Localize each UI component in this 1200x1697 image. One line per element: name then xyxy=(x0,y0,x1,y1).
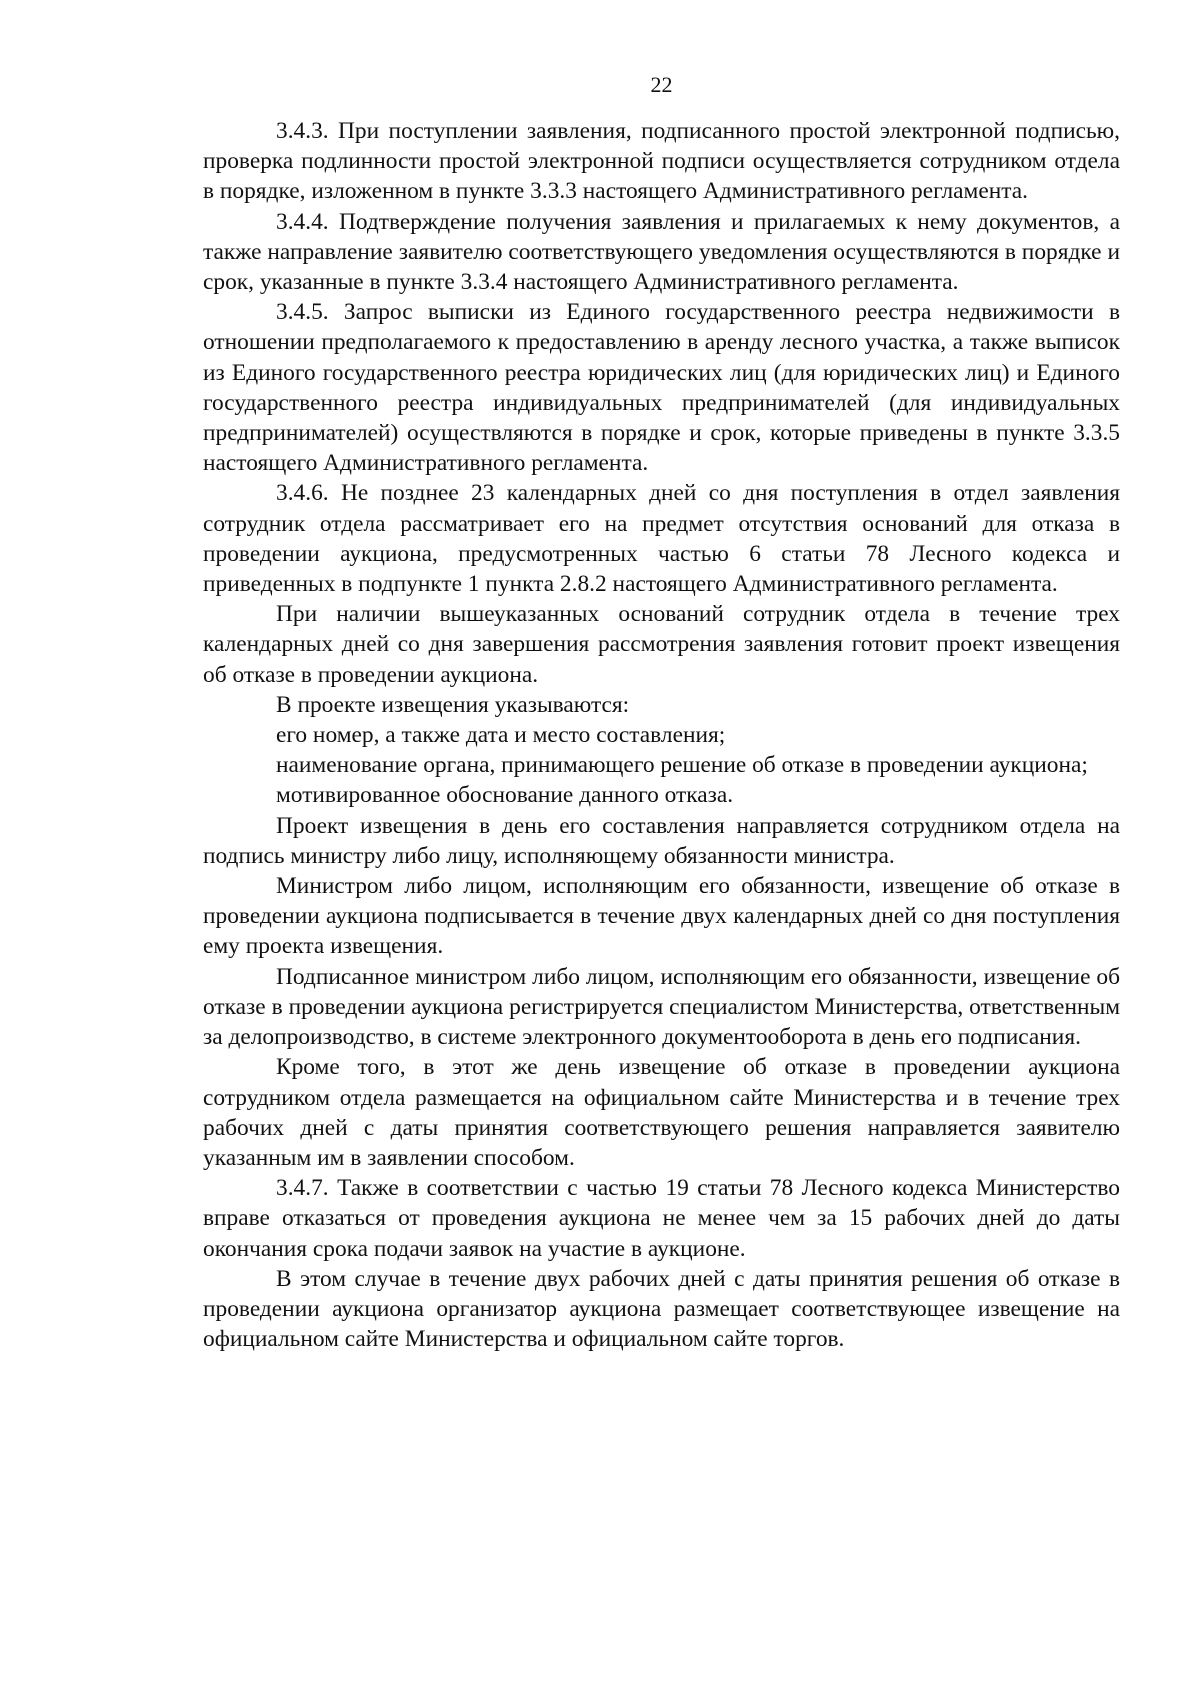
page-number: 22 xyxy=(650,72,673,97)
paragraph-publication: Кроме того, в этот же день извещение об отказе в проведении аукциона сотрудником отдела размещается на официальном сайте Министерства и в течение трех рабочих дней с даты принятия соответствующего решения направляется заявителю указанным им в заявлении способом. xyxy=(203,1054,1120,1171)
paragraph-registration: Подписанное министром либо лицом, исполняющим его обязанности, извещение об отказе в проведении аукциона регистрируется специалистом Министерства, ответственным за делопроизводство, в системе электронного документооборота в день его подписания. xyxy=(203,963,1120,1051)
paragraph-3-4-7: 3.4.7. Также в соответствии с частью 19 статьи 78 Лесного кодекса Министерство вправе отказаться от проведения аукциона не менее чем за 15 рабочих дней до даты окончания срока подачи заявок на участие в аукционе. xyxy=(203,1175,1120,1262)
list-item-number-date-place: его номер, а также дата и место составления; xyxy=(276,722,726,749)
paragraph-grounds-found: При наличии вышеуказанных оснований сотрудник отдела в течение трех календарных дней со дня завершения рассмотрения заявления готовит проект извещения об отказе в проведении аукциона. xyxy=(203,601,1120,688)
paragraph-3-4-4: 3.4.4. Подтверждение получения заявления и прилагаемых к нему документов, а также направление заявителю соответствующего уведомления осуществляются в порядке и срок, указанные в пункте 3.3.4 настоящего Административного регламента. xyxy=(203,208,1120,296)
paragraph-organizer-notice: В этом случае в течение двух рабочих дней с даты принятия решения об отказе в проведении аукциона организатор аукциона размещает соответствующее извещение на официальном сайте Министерства и официальном сайте торгов. xyxy=(203,1265,1120,1353)
paragraph-3-4-3: 3.4.3. При поступлении заявления, подписанного простой электронной подписью, проверка подлинности простой электронной подписи осуществляется сотрудником отдела в порядке, изложенном в пункте 3.3.3 настоящего Административного регламента. xyxy=(203,118,1120,205)
paragraph-3-4-5: 3.4.5. Запрос выписки из Единого государственного реестра недвижимости в отношении предполагаемого к предоставлению в аренду лесного участка, а также выписок из Единого государственного реестра юридических лиц (для юридических лиц) и Единого государственного реестра индивидуальных предпринимателей (для индивидуальных предпринимателей) осуществляются в порядке и срок, которые приведены в пункте 3.3.5 настоящего Административного регламента. xyxy=(203,299,1120,477)
list-item-justification: мотивированное обоснование данного отказа. xyxy=(276,782,734,809)
paragraph-minister-signs: Министром либо лицом, исполняющим его обязанности, извещение об отказе в проведении аукциона подписывается в течение двух календарных дней со дня поступления ему проекта извещения. xyxy=(203,873,1120,960)
paragraph-notice-contents-intro: В проекте извещения указываются: xyxy=(276,691,630,718)
document-body xyxy=(203,116,1120,1354)
list-item-authority-name: наименование органа, принимающего решение об отказе в проведении аукциона; xyxy=(276,752,1088,779)
paragraph-draft-to-minister: Проект извещения в день его составления направляется сотрудником отдела на подпись министру либо лицу, исполняющему обязанности министра. xyxy=(203,812,1120,869)
paragraph-3-4-6: 3.4.6. Не позднее 23 календарных дней со дня поступления в отдел заявления сотрудник отдела рассматривает его на предмет отсутствия оснований для отказа в проведении аукциона, предусмотренных частью 6 статьи 78 Лесного кодекса и приведенных в подпункте 1 пункта 2.8.2 настоящего Административного регламента. xyxy=(203,480,1120,598)
